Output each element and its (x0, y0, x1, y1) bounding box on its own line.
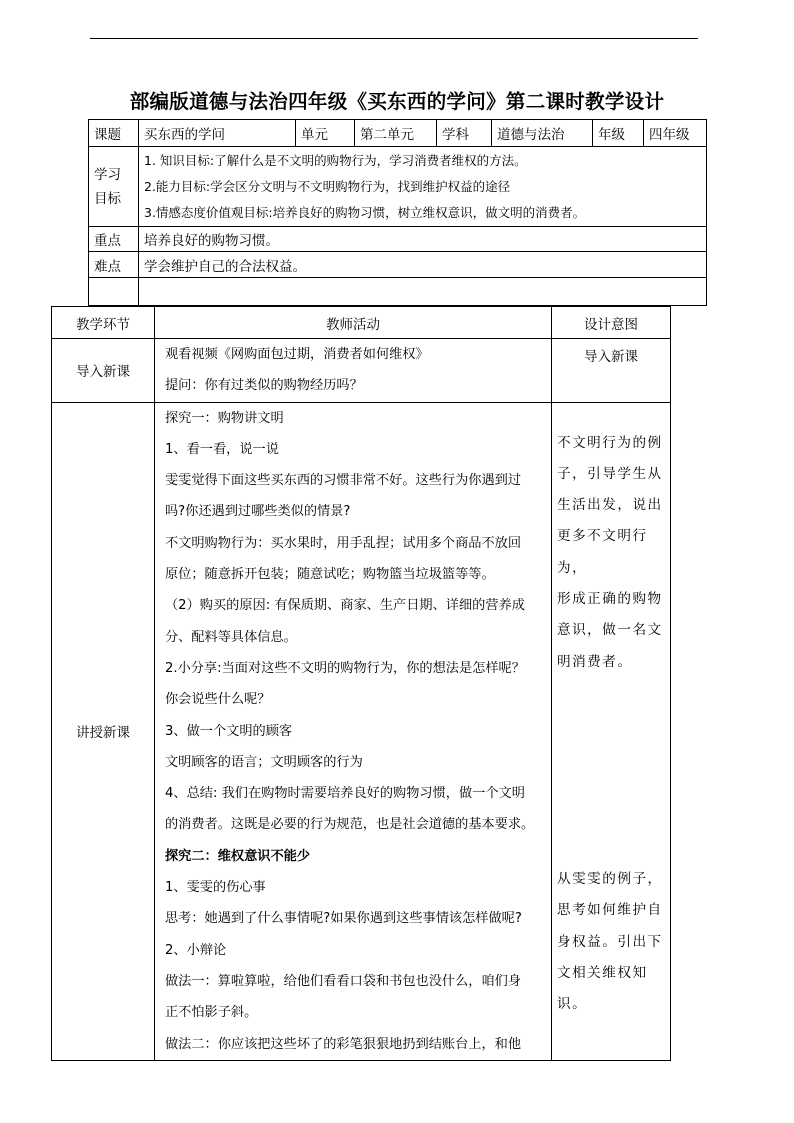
activity-line: 1、雯雯的伤心事 (165, 880, 266, 896)
info-table (88, 119, 707, 306)
activity-line: 1、看一看，说一说 (165, 441, 279, 457)
intent-line: 不文明行为的例 (557, 434, 663, 451)
activity-teach (155, 402, 552, 1060)
goal-ability: 2.能力目标:学会区分文明与不文明购物行为，找到维护权益的途径 (144, 178, 511, 194)
header-activity: 教师活动 (155, 307, 552, 339)
info-row-key (89, 227, 707, 252)
activity-line: 不文明购物行为：买水果时，用手乱捏；试用多个商品不放回 (165, 535, 522, 551)
plan-header-row (52, 307, 671, 339)
key-value: 培养良好的购物习惯。 (139, 227, 707, 252)
activity-line: 正不怕影子斜。 (165, 1005, 258, 1021)
plan-row-teach (52, 402, 671, 1060)
activity-line: （2）购买的原因: 有保质期、商家、生产日期、详细的营养成 (165, 598, 525, 614)
info-row-course (89, 120, 707, 147)
intent-line: 文相关维权知识。 (557, 964, 648, 1013)
grade-value: 四年级 (644, 120, 707, 147)
stage-teach: 讲授新课 (52, 402, 155, 1060)
activity-line: 文明顾客的语言；文明顾客的行为 (165, 754, 363, 770)
activity-line: 的消费者。这既是必要的行为规范，也是社会道德的基本要求。 (165, 817, 535, 833)
stage-intro: 导入新课 (52, 339, 155, 403)
activity-line: 你会说些什么呢？ (165, 692, 271, 708)
activity-line: 探究二：维权意识不能少 (165, 848, 311, 864)
activity-line: 2.小分享:当面对这些不文明的购物行为，你的想法是怎样呢？ (165, 660, 525, 676)
plan-table (51, 306, 671, 1061)
difficulty-label: 难点 (89, 252, 139, 278)
goal-knowledge: 1. 知识目标:了解什么是不文明的购物行为，学习消费者维权的方法。 (144, 152, 527, 168)
info-row-difficulty (89, 252, 707, 278)
info-row-empty (89, 278, 707, 306)
intent-line: 形成正确的购物 (557, 591, 663, 608)
activity-line: 雯雯觉得下面这些买东西的习惯非常不好。这些行为你遇到过 (165, 473, 522, 489)
grade-label: 年级 (593, 120, 644, 147)
unit-label: 单元 (296, 120, 355, 147)
activity-line: 3、做一个文明的顾客 (165, 723, 293, 739)
activity-line: 探究一：购物讲文明 (165, 410, 284, 426)
intent-intro: 导入新课 (552, 339, 671, 403)
header-stage: 教学环节 (52, 307, 155, 339)
activity-line: 4、总结: 我们在购物时需要培养良好的购物习惯，做一个文明 (165, 786, 525, 802)
intent-teach (552, 402, 671, 1060)
intent-line: 更多不文明行为， (557, 528, 648, 576)
plan-row-intro (52, 339, 671, 403)
activity-line: 原位；随意拆开包装；随意试吃；购物篮当垃圾篮等等。 (165, 567, 495, 583)
goals-label: 学习 目标 (89, 147, 139, 227)
page-title: 部编版道德与法治四年级《买东西的学问》第二课时教学设计 (129, 90, 665, 113)
activity-line: 做法一：算啦算啦，给他们看看口袋和书包也没什么，咱们身 (165, 973, 522, 989)
activity-line: 分、配料等具体信息。 (165, 629, 297, 645)
intent-line: 身权益。引出下 (557, 933, 663, 950)
empty-cell (89, 278, 139, 306)
goal-emotion: 3.情感态度价值观目标:培养良好的购物习惯，树立维权意识，做文明的消费者。 (144, 204, 586, 220)
intent-line: 意识，做一名文 (557, 622, 663, 639)
course-value: 买东西的学问 (139, 120, 296, 147)
empty-cell (139, 278, 707, 306)
goals-list (139, 147, 707, 227)
subject-value: 道德与法治 (492, 120, 593, 147)
activity-line: 吗?你还遇到过哪些类似的情景? (165, 504, 351, 520)
header-rule (90, 38, 698, 39)
subject-label: 学科 (437, 120, 492, 147)
header-intent: 设计意图 (552, 307, 671, 339)
intent-line: 子，引导学生从 (557, 465, 663, 482)
activity-intro: 观看视频《网购面包过期，消费者如何维权》 提问：你有过类似的购物经历吗？ (155, 339, 552, 403)
activity-line: 做法二：你应该把这些坏了的彩笔狠狠地扔到结账台上，和他 (165, 1036, 522, 1052)
activity-line: 2、小辩论 (165, 942, 227, 958)
unit-value: 第二单元 (355, 120, 437, 147)
course-label: 课题 (89, 120, 139, 147)
intent-line: 明消费者。 (557, 653, 633, 670)
intent-line: 生活出发，说出 (557, 497, 663, 514)
key-label: 重点 (89, 227, 139, 252)
difficulty-value: 学会维护自己的合法权益。 (139, 252, 707, 278)
activity-line: 思考：她遇到了什么事情呢?如果你遇到这些事情该怎样做呢? (165, 911, 522, 927)
info-row-goals (89, 147, 707, 227)
intent-line: 思考如何维护自 (557, 902, 663, 919)
intent-line: 从雯雯的例子， (557, 870, 663, 887)
